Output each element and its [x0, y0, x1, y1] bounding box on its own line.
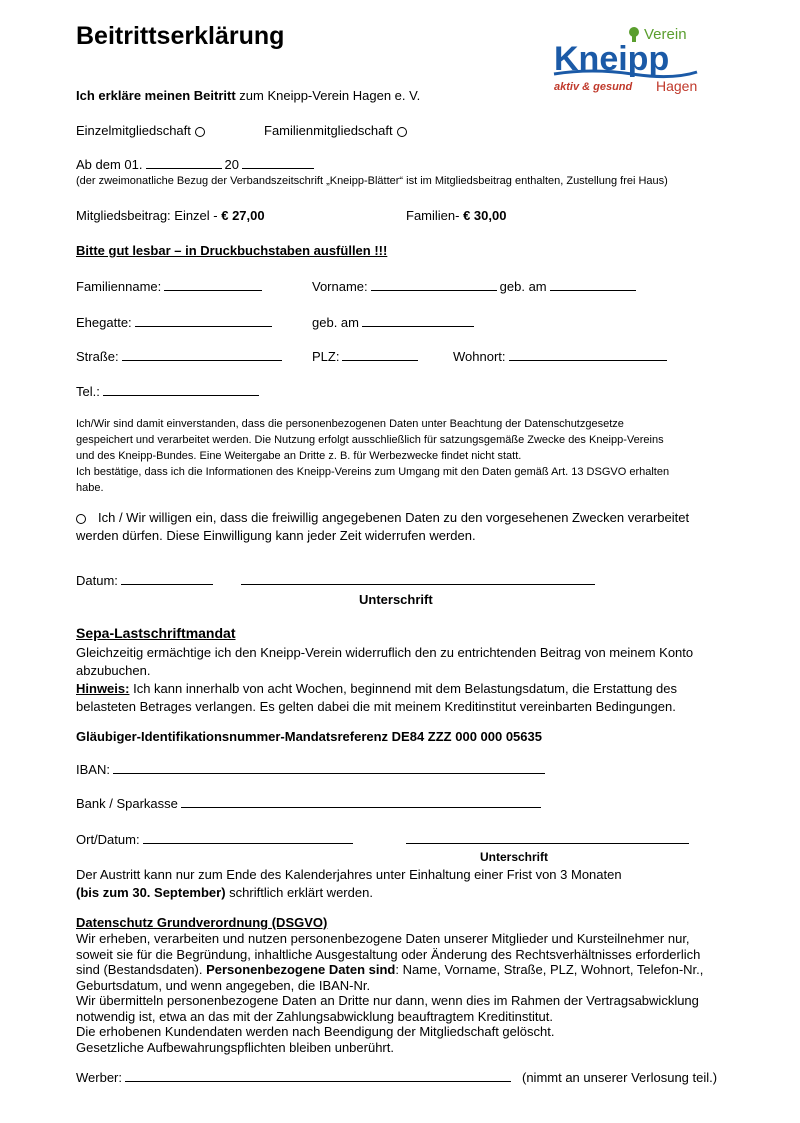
- ehegatte-field[interactable]: [76, 315, 275, 330]
- exit-rest: schriftlich erklärt werden.: [225, 885, 373, 900]
- intro-bold: Ich erkläre meinen Beitritt: [76, 88, 236, 103]
- privacy-line: gespeichert und verarbeitet werden. Die Nutzung erfolgt ausschließlich für satzungsgemäße Zwecke des Kneipp-Vereins: [76, 434, 664, 446]
- voluntary-line: werden dürfen. Diese Einwilligung kann jeder Zeit widerrufen werden.: [76, 528, 476, 543]
- voluntary-consent[interactable]: [76, 509, 689, 545]
- bank-field[interactable]: [76, 796, 544, 811]
- familienname-blank[interactable]: [164, 289, 262, 291]
- plz-field[interactable]: [312, 349, 421, 364]
- ort-datum-label: Ort/Datum:: [76, 832, 140, 847]
- ehegatte-blank[interactable]: [135, 325, 272, 327]
- datum-blank[interactable]: [121, 583, 213, 585]
- privacy-line: Ich bestätige, dass ich die Informationen des Kneipp-Vereins zum Umgang mit den Daten gemäß Art. 13 DSGVO erhalten: [76, 466, 670, 478]
- wohnort-label: Wohnort:: [453, 349, 506, 364]
- geb2-field[interactable]: [312, 315, 477, 330]
- dsgvo-line: soweit sie für die Begründung, inhaltliche Ausgestaltung oder Änderung des Rechtsverhältnisses erforderlich: [76, 946, 701, 962]
- intro-line: [76, 88, 420, 103]
- fee-single-label: Mitgliedsbeitrag: Einzel -: [76, 208, 222, 223]
- iban-label: IBAN:: [76, 762, 110, 777]
- ort-datum-field[interactable]: [76, 832, 356, 847]
- fee-family-label: Familien-: [406, 208, 464, 223]
- werber-blank[interactable]: [125, 1080, 511, 1082]
- exit-line: Der Austritt kann nur zum Ende des Kalenderjahres unter Einhaltung einer Frist von 3 Monaten: [76, 867, 622, 882]
- page-title: Beitrittserklärung: [76, 22, 285, 50]
- geb2-label: geb. am: [312, 315, 359, 330]
- start-year: 20: [224, 157, 239, 172]
- werber-note: (nimmt an unserer Verlosung teil.): [522, 1070, 718, 1085]
- family-radio-icon[interactable]: [397, 127, 407, 137]
- geb2-blank[interactable]: [362, 325, 474, 327]
- intro-rest: zum Kneipp-Verein Hagen e. V.: [235, 88, 421, 103]
- privacy-consent: [76, 416, 669, 496]
- vorname-blank[interactable]: [371, 289, 497, 291]
- werber-label: Werber:: [76, 1070, 122, 1085]
- kneipp-logo-graphic: [552, 24, 702, 98]
- datum-field[interactable]: [76, 573, 216, 588]
- single-membership-option[interactable]: [76, 123, 205, 138]
- fee-single-amount: € 27,00: [221, 208, 265, 223]
- voluntary-line: Ich / Wir willigen ein, dass die freiwillig angegebenen Daten zu den vorgesehenen Zwecken verarbeitet: [98, 510, 690, 525]
- dsgvo-line: Gesetzliche Aufbewahrungspflichten bleiben unberührt.: [76, 1039, 394, 1055]
- sepa-text: [76, 644, 693, 716]
- tel-label: Tel.:: [76, 384, 100, 399]
- sepa-line: Gleichzeitig ermächtige ich den Kneipp-Verein widerruflich den zu entrichtenden Beitrag von meinem Konto: [76, 645, 694, 660]
- privacy-line: und des Kneipp-Bundes. Eine Weitergabe an Dritte z. B. für Werbezwecke findet nicht statt.: [76, 450, 522, 462]
- dsgvo-line-part: sind (Bestandsdaten).: [76, 962, 207, 977]
- sepa-hint-label: Hinweis:: [76, 681, 130, 696]
- logo-tagline: aktiv & gesund: [554, 81, 633, 93]
- start-day-blank[interactable]: [146, 167, 222, 169]
- datum-label: Datum:: [76, 573, 118, 588]
- signature-label: Unterschrift: [359, 592, 433, 607]
- geb1-blank[interactable]: [550, 289, 636, 291]
- kneipp-logo: [552, 24, 702, 98]
- dsgvo-line: Wir erheben, verarbeiten und nutzen personenbezogene Daten unserer Mitglieder und Kursteilnehmer nur,: [76, 931, 690, 946]
- iban-field[interactable]: [76, 762, 548, 777]
- sepa-line: abzubuchen.: [76, 663, 151, 678]
- tel-field[interactable]: [76, 384, 262, 399]
- geb1-label: geb. am: [499, 279, 547, 294]
- wohnort-field[interactable]: [453, 349, 670, 364]
- single-membership-label: Einzelmitgliedschaft: [76, 123, 191, 138]
- exit-text: [76, 866, 622, 902]
- fee-single: [76, 208, 265, 223]
- dsgvo-line-part: : Name, Vorname, Straße, PLZ, Wohnort, Telefon-Nr.,: [395, 962, 704, 977]
- ort-datum-blank[interactable]: [143, 842, 353, 844]
- creditor-id: Gläubiger-Identifikationsnummer-Mandatsreferenz DE84 ZZZ 000 000 05635: [76, 729, 542, 744]
- iban-blank[interactable]: [113, 772, 545, 774]
- sepa-hint-line: Ich kann innerhalb von acht Wochen, beginnend mit dem Belastungsdatum, die Erstattung des: [129, 681, 678, 696]
- start-year-blank[interactable]: [242, 167, 314, 169]
- plz-label: PLZ:: [312, 349, 340, 364]
- vorname-label: Vorname:: [312, 279, 368, 294]
- signature-line[interactable]: [241, 584, 595, 585]
- start-prefix: Ab dem 01.: [76, 157, 143, 172]
- plz-blank[interactable]: [342, 359, 418, 361]
- vorname-field[interactable]: [312, 279, 639, 294]
- privacy-line: habe.: [76, 482, 104, 494]
- ehegatte-label: Ehegatte:: [76, 315, 132, 330]
- wohnort-blank[interactable]: [509, 359, 667, 361]
- family-membership-option[interactable]: [264, 123, 407, 138]
- print-note: Bitte gut lesbar – in Druckbuchstaben ausfüllen !!!: [76, 243, 388, 258]
- bank-label: Bank / Sparkasse: [76, 796, 178, 811]
- tel-blank[interactable]: [103, 394, 259, 396]
- logo-city: Hagen: [656, 78, 698, 94]
- dsgvo-line: Die erhobenen Kundendaten werden nach Beendigung der Mitgliedschaft gelöscht.: [76, 1024, 555, 1039]
- exit-bold: (bis zum 30. September): [76, 885, 226, 900]
- logo-kneipp: Kneipp: [554, 40, 670, 78]
- dsgvo-line: notwendig ist, etwa an das mit der Zahlungsabwicklung beauftragtem Kreditinstitut.: [76, 1008, 553, 1024]
- single-radio-icon[interactable]: [195, 127, 205, 137]
- sepa-signature-label: Unterschrift: [480, 850, 549, 864]
- sepa-heading: Sepa-Lastschriftmandat: [76, 625, 236, 641]
- logo-verein: Verein: [644, 26, 687, 43]
- dsgvo-line: Wir übermitteln personenbezogene Daten an Dritte nur dann, wenn dies im Rahmen der Vertragsabwicklung: [76, 993, 699, 1008]
- fee-family-amount: € 30,00: [463, 208, 507, 223]
- privacy-line: Ich/Wir sind damit einverstanden, dass die personenbezogenen Daten unter Beachtung der Datenschutzgesetze: [76, 418, 624, 430]
- sepa-signature-line[interactable]: [406, 843, 689, 844]
- familienname-field[interactable]: [76, 279, 265, 294]
- dsgvo-text: [76, 931, 703, 1055]
- sepa-hint-line: belasteten Betrages verlangen. Es gelten dabei die mit meinem Kreditinstitut vereinbarten Bedingungen.: [76, 699, 676, 714]
- dsgvo-bold: Personenbezogene Daten sind: [206, 962, 396, 977]
- familienname-label: Familienname:: [76, 279, 162, 294]
- family-membership-label: Familienmitgliedschaft: [264, 123, 393, 138]
- bank-blank[interactable]: [181, 806, 541, 808]
- fee-family: [406, 208, 506, 223]
- start-date-line[interactable]: [76, 157, 317, 172]
- voluntary-radio-icon[interactable]: [76, 514, 86, 524]
- dsgvo-line: Geburtsdatum, und wenn angegeben, die IBAN-Nr.: [76, 977, 371, 993]
- strasse-label: Straße:: [76, 349, 119, 364]
- werber-field[interactable]: [76, 1070, 514, 1085]
- strasse-field[interactable]: [76, 349, 285, 364]
- strasse-blank[interactable]: [122, 359, 282, 361]
- magazine-note: (der zweimonatliche Bezug der Verbandszeitschrift „Kneipp-Blätter“ ist im Mitgliedsbeitrag enthalten, Zustellung frei Haus): [76, 175, 668, 187]
- dsgvo-heading: Datenschutz Grundverordnung (DSGVO): [76, 915, 328, 930]
